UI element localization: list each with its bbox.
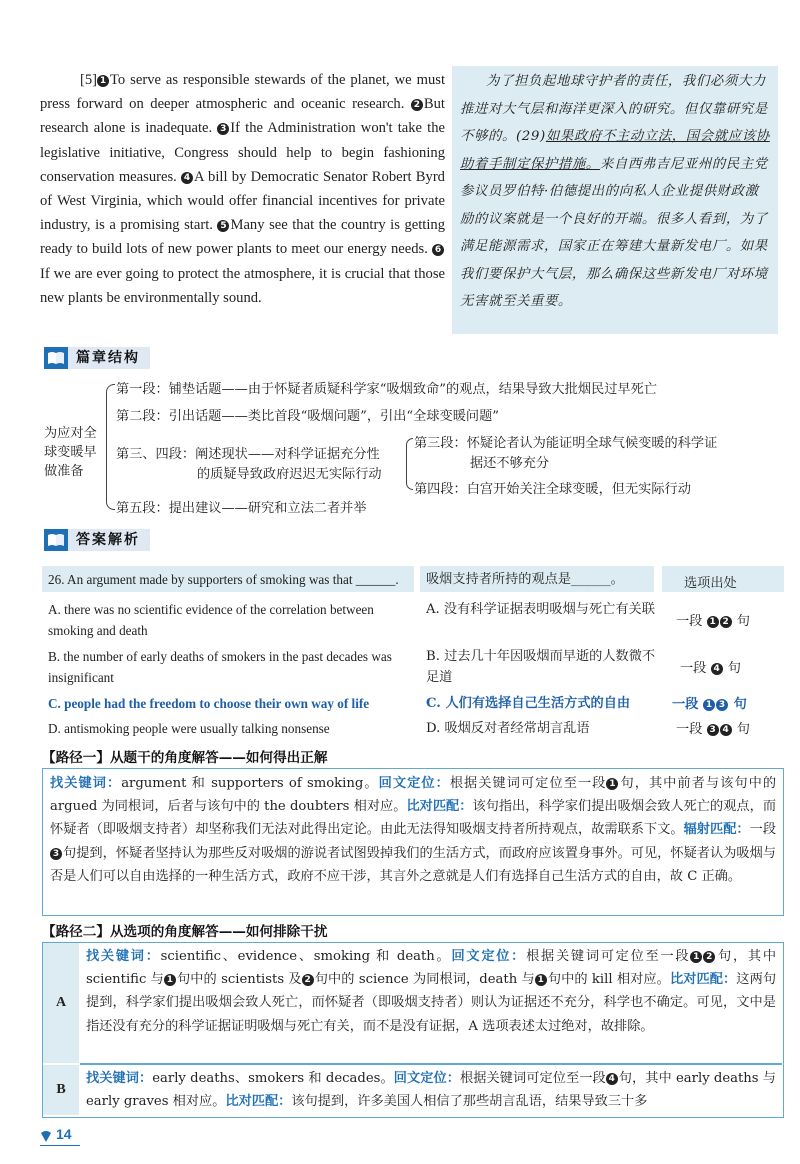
tree-root: 为应对全球变暖早做准备 [44,426,97,479]
option-a-cn: A. 没有科学证据表明吸烟与死亡有关联 [426,602,655,617]
page-number: 14 [56,1126,72,1142]
path2-b-text: 找关键词：early deaths、smokers 和 decades。回文定位：根据关键词可定位至一段 4 句，其中 early deaths 与 early graves 相对应。比对匹配：该句提到，许多美国人相信了那些胡言乱语，结果导致三十多 [86,1071,776,1110]
path2-title: 【路径二】从选项的角度解答——如何排除干扰 [42,924,328,940]
option-a-label: A [43,943,79,1063]
tree-p34-cont: 的质疑导致政府迟迟无实际行动 [197,467,382,482]
option-c-source: 一段 1 3 句 [672,697,747,712]
option-c-cn: C. 人们有选择自己生活方式的自由 [426,696,631,711]
underlined-sentence: 如果政府不主动立法，国会就应该协助着手制定保护措施。 [460,129,770,172]
option-d-cn: D. 吸烟反对者经常胡言乱语 [426,721,590,736]
sentence-number: 1 [97,75,109,87]
option-b-label: B [43,1065,79,1115]
structure-header [44,346,784,370]
section-title: 答案解析 [68,529,150,551]
section-title: 篇章结构 [68,347,150,369]
question-cn: 吸烟支持者所持的观点是______。 [426,572,624,587]
sentence-number: 5 [217,220,229,232]
sentence-number: 6 [432,244,444,256]
book-icon [44,529,68,551]
brace [406,438,413,490]
tree-p4: 第四段：白宫开始关注全球变暖，但无实际行动 [414,482,691,497]
option-a-en: A. there was no scientific evidence of the correlation between smoking and death [48,602,374,638]
tree-p3-cont: 据还不够充分 [470,456,550,471]
tree-p2: 第二段：引出话题——类比首段“吸烟问题”，引出“全球变暖问题” [116,409,500,424]
sentence-number: 4 [181,172,193,184]
tree-p34: 第三、四段：阐述现状——对科学证据充分性 [116,447,380,462]
option-d-source: 一段 3 4 句 [676,722,750,737]
sentence-number: 2 [411,99,423,111]
path2-a-text: 找关键词：scientific、evidence、smoking 和 death。回文定位：根据关键词可定位至一段 1 2 句，其中 scientific 与 1 句中的 scientists 及 2 句中的 science 为同根词，death 与 1 句中的 kill 相对应。比对匹配：这两句提到，科学家们提出吸烟会致人死亡，而怀疑者（即吸烟支持者）则认为证据还不充分，科学也不确定。可见，文中是指还没有充分的科学证据证明吸烟与死亡有关，而不是没有证据，A 选项表述太过绝对，故排除。 [86,949,777,1034]
tree-p3: 第三段：怀疑论者认为能证明全球气候变暖的科学证 [414,436,718,451]
answers-header [44,528,784,552]
option-b-en: B. the number of early deaths of smokers in the past decades was insignificant [48,649,392,685]
option-a-source: 一段 1 2 句 [676,614,750,629]
english-paragraph: [5] 1 To serve as responsible stewards of the planet, we must press forward on deeper atmospheric and oceanic research. 2 But research alone is inadequate. 3 If the Administration won't take the legislative initiative, Congress should help to begin fashioning conservation measures. 4 A bill by Democratic Senator Robert Byrd of West Virginia, which would offer financial incentives for private industry, is a promising start. 5 Many see that the country is getting ready to build lots of new power plants to meet our energy needs. 6If we are ever going to protect the atmosphere, it is crucial that those new plants be environmentally sound. [40,72,445,306]
path1-title: 【路径一】从题干的角度解答——如何得出正解 [42,750,328,766]
question-en: 26. An argument made by supporters of smoking was that ______. [48,572,399,587]
option-c-en: C. people had the freedom to choose their own way of life [48,696,370,711]
sentence-number: 3 [217,123,229,135]
book-icon [44,347,68,369]
tree-p1: 第一段：铺垫话题——由于怀疑者质疑科学家“吸烟致命”的观点，结果导致大批烟民过早死亡 [116,382,657,397]
path1-text: 找关键词：argument 和 supporters of smoking。回文定位：根据关键词可定位至一段 1 句，其中前者与该句中的 argued 为同根词，后者与该句中的 the doubters 相对应。比对匹配：该句指出，科学家们提出吸烟会致人死亡的观点，而怀疑者（即吸烟支持者）却坚称我们无法对此得出定论。由此无法得知吸烟支持者所持观点，故需联系下文。辐射匹配：一段3 句提到，怀疑者坚持认为那些反对吸烟的游说者试图毁掉我们的生活方式，而政府应该置身事外。可见，怀疑者认为吸烟与否是人们可以自由选择的一种生活方式，政府不应干涉，其言外之意就是人们有选择自己生活方式的自由，故 C 正确。 [50,776,777,884]
divider [80,1063,782,1065]
tree-p5: 第五段：提出建议——研究和立法二者并举 [116,501,367,516]
option-d-en: D. antismoking people were usually talking nonsense [48,721,330,736]
option-b-source: 一段 4 句 [680,661,741,676]
paragraph-label: [5] [80,72,98,88]
option-b-cn: B. 过去几十年因吸烟而早逝的人数微不足道 [426,649,656,685]
footer-line [40,1145,80,1146]
brace [106,384,115,510]
source-header: 选项出处 [684,576,737,591]
chinese-translation: 为了担负起地球守护者的责任，我们必须大力推进对大气层和海洋更深入的研究。但仅靠研究是不够的。(29)如果政府不主动立法，国会就应该协助着手制定保护措施。来自西弗吉尼亚州的民主党参议员罗伯特·伯德提出的向私人企业提供财政激励的议案就是一个良好的开端。很多人看到，为了满足能源需求，国家正在筹建大量新发电厂。如果我们要保护大气层，那么确保这些新发电厂对环境无害就至关重要。 [460,74,770,309]
